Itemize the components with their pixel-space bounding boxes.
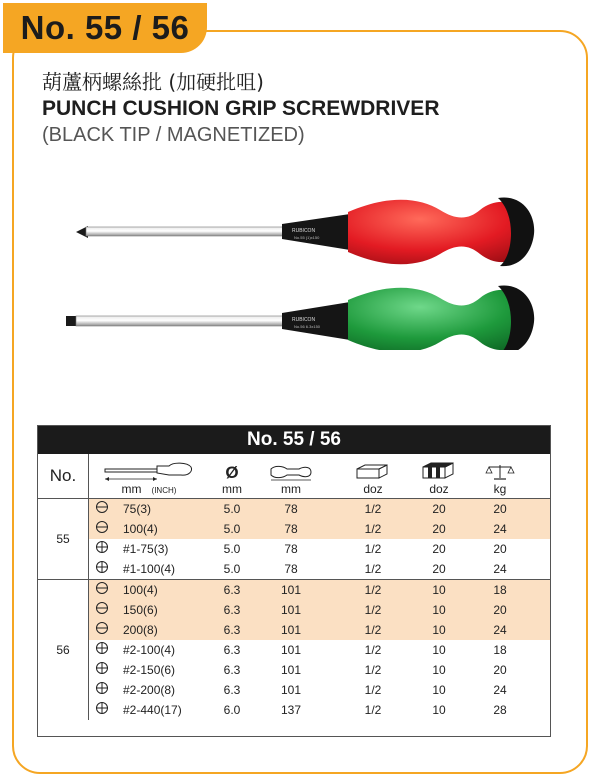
tip-type — [95, 701, 109, 718]
cell-weight: 24 — [493, 683, 507, 697]
header-len-unit: mm — [281, 482, 301, 496]
table-row — [89, 620, 550, 640]
cell-size: #1-75(3) — [123, 542, 169, 556]
cell-size: 200(8) — [123, 623, 158, 637]
cell-doz-carton: 10 — [432, 683, 446, 697]
cell-length: 101 — [280, 663, 302, 677]
header-dia-unit: mm — [222, 482, 242, 496]
header-no: No. — [38, 454, 89, 498]
cell-size: #2-150(6) — [123, 663, 176, 677]
table-row — [89, 499, 550, 519]
cell-size: #2-200(8) — [123, 683, 176, 697]
cell-length: 137 — [280, 703, 302, 717]
cell-length: 101 — [280, 683, 302, 697]
cell-doz-carton: 10 — [432, 703, 446, 717]
cell-doz-box: 1/2 — [364, 542, 382, 556]
cell-length: 101 — [280, 583, 302, 597]
phillips-tip-icon — [95, 681, 109, 695]
cell-weight: 24 — [493, 562, 507, 576]
cell-size: #2-440(17) — [123, 703, 182, 717]
cell-doz-carton: 20 — [432, 502, 446, 516]
tip-type — [95, 601, 109, 618]
cell-weight: 18 — [493, 643, 507, 657]
cell-weight: 20 — [493, 663, 507, 677]
spec-table — [37, 425, 551, 737]
slotted-code: No.56 6.3x150 — [294, 324, 321, 329]
tip-type — [95, 500, 109, 517]
cell-doz-carton: 20 — [432, 562, 446, 576]
model-badge: No. 55 / 56 — [3, 3, 207, 53]
header-doz1-unit: doz — [363, 482, 383, 496]
tip-type — [95, 540, 109, 557]
phillips-tip-icon — [95, 641, 109, 655]
cell-size: 150(6) — [123, 603, 158, 617]
phillips-screwdriver — [76, 197, 534, 266]
table-row — [89, 559, 550, 579]
cell-length: 78 — [284, 562, 298, 576]
cell-doz-carton: 10 — [432, 623, 446, 637]
tip-type — [95, 681, 109, 698]
product-illustration — [60, 180, 540, 350]
cell-diameter: 6.0 — [223, 703, 241, 717]
cell-diameter: 5.0 — [223, 562, 241, 576]
tip-type — [95, 560, 109, 577]
cell-doz-carton: 10 — [432, 643, 446, 657]
tip-type — [95, 641, 109, 658]
phillips-brand: RUBICON — [292, 228, 316, 234]
cell-diameter: 6.3 — [223, 583, 241, 597]
cell-doz-box: 1/2 — [364, 703, 382, 717]
cell-doz-carton: 20 — [432, 522, 446, 536]
cell-diameter: 6.3 — [223, 663, 241, 677]
cell-weight: 20 — [493, 542, 507, 556]
slotted-screwdriver — [66, 285, 534, 350]
phillips-tip-icon — [95, 560, 109, 574]
cell-weight: 20 — [493, 603, 507, 617]
header-kg-unit: kg — [493, 482, 507, 496]
cell-length: 101 — [280, 643, 302, 657]
cell-doz-box: 1/2 — [364, 502, 382, 516]
group-model-number: 56 — [38, 580, 89, 720]
table-group-55 — [38, 499, 550, 580]
table-row — [89, 640, 550, 660]
cell-doz-box: 1/2 — [364, 522, 382, 536]
table-row — [89, 680, 550, 700]
handle-length-icon — [269, 463, 313, 481]
cell-weight: 28 — [493, 703, 507, 717]
slotted-brand: RUBICON — [292, 317, 316, 323]
header-doz2-unit: doz — [429, 482, 449, 496]
phillips-tip-icon — [95, 661, 109, 675]
header-length — [265, 454, 317, 499]
cell-diameter: 6.3 — [223, 603, 241, 617]
table-group-56 — [38, 580, 550, 720]
phillips-tip-icon — [95, 540, 109, 554]
cell-diameter: 5.0 — [223, 542, 241, 556]
cell-length: 78 — [284, 542, 298, 556]
cell-doz-box: 1/2 — [364, 643, 382, 657]
header-size-unit2: (INCH) — [151, 486, 177, 495]
header-size-unit: mm — [121, 482, 142, 496]
cell-size: 100(4) — [123, 583, 158, 597]
box-icon — [353, 463, 393, 481]
cell-length: 101 — [280, 603, 302, 617]
cell-doz-box: 1/2 — [364, 623, 382, 637]
header-doz2 — [414, 454, 464, 499]
slotted-tip-icon — [95, 520, 109, 534]
cell-diameter: 5.0 — [223, 502, 241, 516]
cell-doz-carton: 10 — [432, 663, 446, 677]
slotted-tip-icon — [95, 621, 109, 635]
title-english: PUNCH CUSHION GRIP SCREWDRIVER — [42, 97, 440, 120]
cell-length: 78 — [284, 522, 298, 536]
cell-doz-box: 1/2 — [364, 603, 382, 617]
cell-weight: 18 — [493, 583, 507, 597]
cell-length: 78 — [284, 502, 298, 516]
slotted-tip-icon — [95, 581, 109, 595]
screwdriver-diagram-icon — [103, 461, 195, 481]
cell-diameter: 6.3 — [223, 623, 241, 637]
cell-size: 75(3) — [123, 502, 152, 516]
cell-size: #2-100(4) — [123, 643, 176, 657]
cell-size: #1-100(4) — [123, 562, 176, 576]
cell-doz-box: 1/2 — [364, 562, 382, 576]
cell-doz-carton: 20 — [432, 542, 446, 556]
header-diameter — [212, 454, 252, 499]
title-chinese: 葫蘆柄螺絲批 (加硬批咀) — [42, 70, 264, 94]
carton-icon — [419, 461, 459, 481]
phillips-code: No.55 (1)x150 — [294, 235, 320, 240]
cell-size: 100(4) — [123, 522, 158, 536]
group-model-number: 55 — [38, 499, 89, 579]
table-row — [89, 539, 550, 559]
cell-diameter: 5.0 — [223, 522, 241, 536]
table-row — [89, 519, 550, 539]
title-subtitle: (BLACK TIP / MAGNETIZED) — [42, 124, 305, 146]
table-body — [38, 499, 550, 720]
tip-type — [95, 520, 109, 537]
table-row — [89, 660, 550, 680]
cell-diameter: 6.3 — [223, 643, 241, 657]
tip-type — [95, 661, 109, 678]
table-title: No. 55 / 56 — [38, 426, 550, 454]
cell-weight: 24 — [493, 623, 507, 637]
table-row — [89, 700, 550, 720]
cell-doz-box: 1/2 — [364, 583, 382, 597]
cell-weight: 20 — [493, 502, 507, 516]
cell-length: 101 — [280, 623, 302, 637]
cell-diameter: 6.3 — [223, 683, 241, 697]
cell-doz-carton: 10 — [432, 603, 446, 617]
cell-doz-box: 1/2 — [364, 663, 382, 677]
header-weight — [477, 454, 523, 499]
slotted-tip-icon — [95, 601, 109, 615]
tip-type — [95, 621, 109, 638]
diameter-symbol: Ø — [225, 463, 239, 482]
header-doz1 — [348, 454, 398, 499]
scale-icon — [485, 463, 515, 481]
cell-doz-box: 1/2 — [364, 683, 382, 697]
slotted-tip-icon — [95, 500, 109, 514]
phillips-tip-icon — [95, 701, 109, 715]
table-row — [89, 600, 550, 620]
header-size — [99, 454, 199, 499]
table-row — [89, 580, 550, 600]
tip-type — [95, 581, 109, 598]
column-header-row — [38, 454, 550, 499]
cell-doz-carton: 10 — [432, 583, 446, 597]
cell-weight: 24 — [493, 522, 507, 536]
